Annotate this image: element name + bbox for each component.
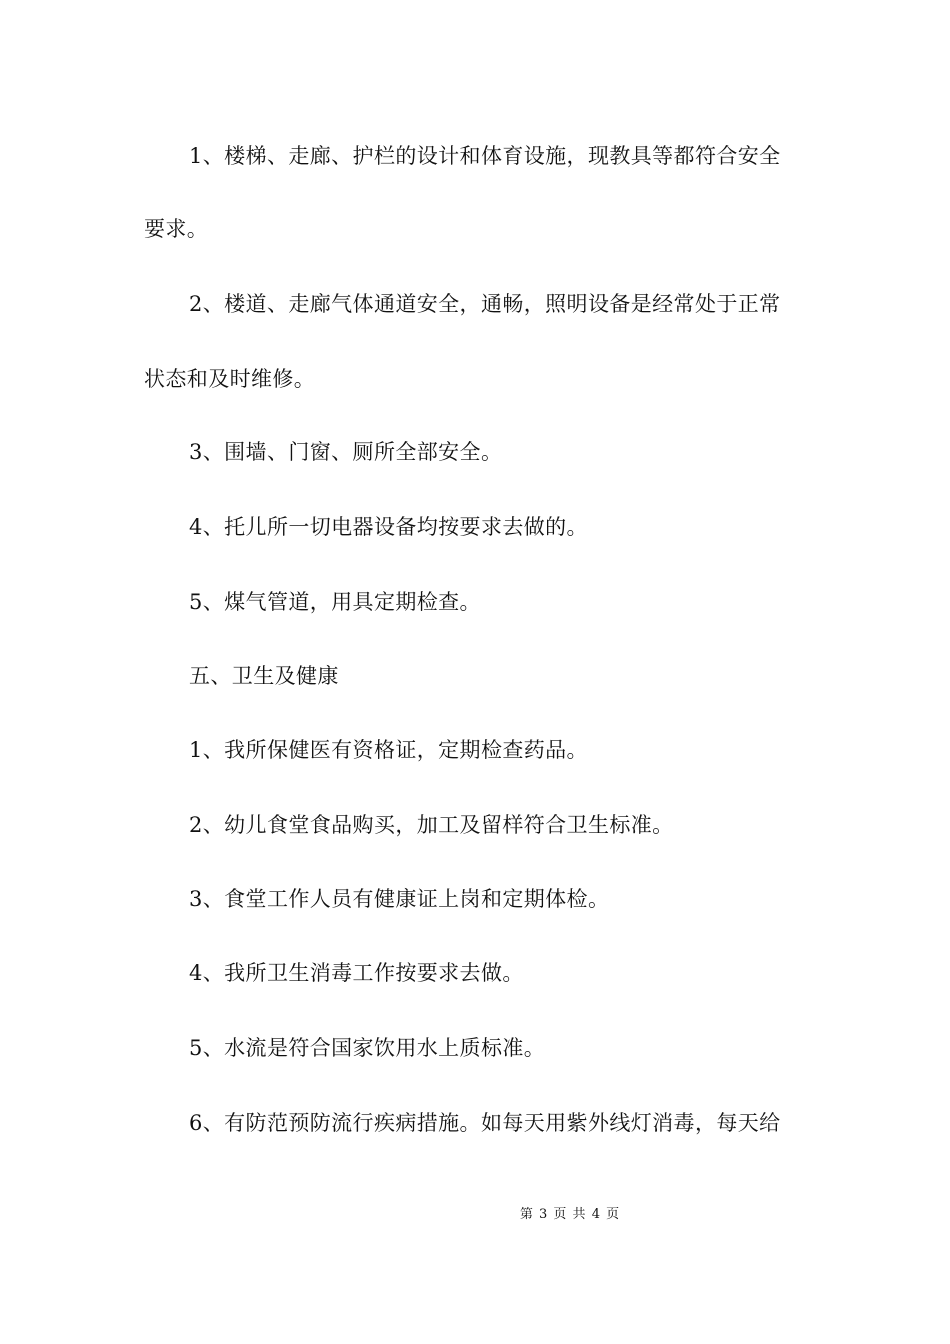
paragraph-line: 要求。 [144,217,209,241]
paragraph-line: 5、水流是符合国家饮用水上质标准。 [189,1036,546,1060]
paragraph-line: 2、幼儿食堂食品购买，加工及留样符合卫生标准。 [189,813,674,837]
paragraph-line: 1、楼梯、走廊、护栏的设计和体育设施，现教具等都符合安全 [189,144,781,168]
paragraph-line: 状态和及时维修。 [144,367,316,391]
paragraph-line: 4、托儿所一切电器设备均按要求去做的。 [189,515,588,539]
paragraph-line: 6、有防范预防流行疾病措施。如每天用紫外线灯消毒，每天给 [189,1111,781,1135]
paragraph-line: 1、我所保健医有资格证，定期检查药品。 [189,738,588,762]
section-heading: 五、卫生及健康 [189,664,339,688]
paragraph-line: 3、围墙、门窗、厕所全部安全。 [189,440,503,464]
paragraph-line: 5、煤气管道，用具定期检查。 [189,590,481,614]
paragraph-line: 4、我所卫生消毒工作按要求去做。 [189,961,524,985]
paragraph-line: 3、食堂工作人员有健康证上岗和定期体检。 [189,887,610,911]
page-footer: 第 3 页 共 4 页 [519,1207,621,1222]
paragraph-line: 2、楼道、走廊气体通道安全，通畅，照明设备是经常处于正常 [189,292,781,316]
